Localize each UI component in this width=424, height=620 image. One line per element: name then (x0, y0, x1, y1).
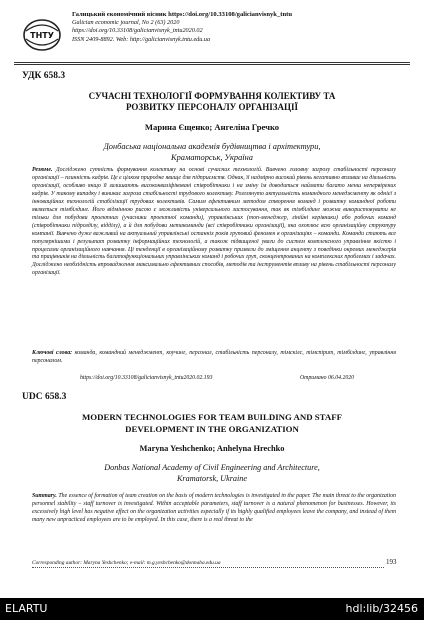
journal-issue: Galician economic journal, No 2 (63) 2020 (72, 19, 180, 27)
udc-code: UDC 658.3 (22, 392, 67, 402)
affiliation-en (50, 462, 374, 484)
paper-title-en-line2: DEVELOPMENT IN THE ORGANIZATION (125, 423, 299, 434)
udk-code: УДК 658.3 (22, 71, 66, 81)
paper-title-ua (40, 91, 384, 113)
keywords-ua (32, 350, 396, 366)
affiliation-ua (50, 141, 374, 163)
journal-issn: ISSN 2409-8892. Web: http://galicianvisnyk.tntu.edu.ua (72, 35, 211, 43)
summary-label: Summary. (32, 493, 57, 499)
paper-title-ua-line2: РОЗВИТКУ ПЕРСОНАЛУ ОРГАНІЗАЦІЇ (125, 102, 299, 112)
keywords-text: команда, командний менеджмент, коучинг, персонал, стабільність персоналу, тімскілс, тімспірит, тімбілдинг, управління персоналом. (32, 350, 396, 364)
tntu-emblem-icon (22, 17, 62, 53)
authors-en: Maryna Yeshchenko; Anhelyna Hrechko (139, 444, 285, 453)
summary-text: The essence of formation of team creation on the basis of modern technologies is investigated in the paper. The main threat to the organization personnel stability – staff turnover is investigated. Within acceptable parameters, staff turnover is a natural phenomenon for businesses. However, its excessively high level has negative effect on the organization activities especially if its highly qualified employees leave the company, and instead of them many new unpracticed employees are to be employed. In this case, there is a real threat to the (32, 493, 396, 523)
repository-name[interactable]: ELARTU (5, 602, 48, 615)
abstract-ua (32, 167, 396, 278)
corresponding-author: Corresponding author: Maryna Yeshchenko; e-mail: m.g.yeshchenko@donnaba.edu.ua (32, 560, 224, 566)
journal-doi: https://doi.org/10.33108/galicianvisnyk_tntu2020.02 (72, 27, 203, 35)
summary-en (32, 493, 396, 525)
header-rule (14, 62, 410, 63)
paper-title-en (40, 412, 384, 435)
affiliation-ua-line1: Донбаська національна академія будівництва і архітектури, (103, 142, 321, 151)
journal-header (14, 9, 410, 61)
handle-id[interactable]: hdl:lib/32456 (345, 602, 418, 615)
repository-bar (0, 598, 424, 620)
footer-rule (32, 567, 384, 568)
abstract-text: Досліджено сутність формування колективу на основі сучасних технологій. Вивчено головну загрозу стабільності персоналу організації – плинність кадрів. Це є цілком природне явище для підприємств. Однак, її надмірно високий рівень негативно впливає на діяльність організації, особливо якщо її залишають висококваліфіковані співробітники і на зміну їм доводиться наймати багато менш непервірених кадрів. У такому випадку і виникає загроза стабільності трудового колективу. Розглянуто актуальність командного менеджменту як однієї з інноваційних технологій стабілізації трудових колективів. Самим ефективним методом створення команд і розвитку командної роботи являється тімбілдинг. Його відмінною рисою є можливість універсального застосування, так як тімбілдинг можна використовувати не тільки для побудови проектних (учасники проектної команди), управлінських (топ-менеджер, лінійні керівники) або робочих команд (співробітники підрозділу, відділу), а й для побудови метакоманди (всі співробітники організації), яка охоплює всю організаційну структуру компанії. Вивчено дуже важливий на актуальний управлінські останніх років груповий феномен в організаціях – команди. Команди стають все популярнішими і результат розвитку інформаційних технологій, а також підвищеної уваги до систем комплексного управління якістю і процесами організаційного навчання. Ці тенденції в організаційному розвитку призвели до зміщення акценту з поведінки окремих менеджерів та працівників на діяльність багатофункціональних управлінських команд і робочих груп, сконцентрованих на комплексних проблемах і задачах. Досліджено необхідність впровадження максимально ефективних способів, методів та інструментів впливу на рівень стабільності персоналу організації. (32, 167, 396, 277)
paper-title-ua-line1: СУЧАСНІ ТЕХНОЛОГІЇ ФОРМУВАННЯ КОЛЕКТИВУ ТА (88, 91, 336, 101)
logo-text: ТНТУ (30, 31, 54, 40)
article-doi-link[interactable]: https://doi.org/10.33108/galicianvisnyk_tntu2020.02.193 (80, 375, 213, 381)
authors-ua: Марина Єщенко; Ангеліна Гречко (144, 122, 280, 132)
header-rule-secondary (14, 64, 410, 65)
page-number: 193 (386, 558, 397, 566)
journal-title: Галицький економічний вісник https://doi.org/10.33108/galicianvisnyk_tntu (72, 11, 292, 18)
affiliation-en-line1: Donbas National Academy of Civil Engineering and Architecture, (104, 463, 320, 472)
keywords-label: Ключові слова: (32, 350, 73, 356)
received-date: Отримано 06.04.2020 (300, 375, 355, 381)
abstract-label: Резюме. (32, 167, 53, 173)
affiliation-ua-line2: Краматорськ, Україна (171, 153, 253, 162)
affiliation-en-line2: Kramatorsk, Ukraine (176, 474, 248, 483)
paper-title-en-line1: MODERN TECHNOLOGIES FOR TEAM BUILDING AND STAFF (81, 412, 343, 422)
